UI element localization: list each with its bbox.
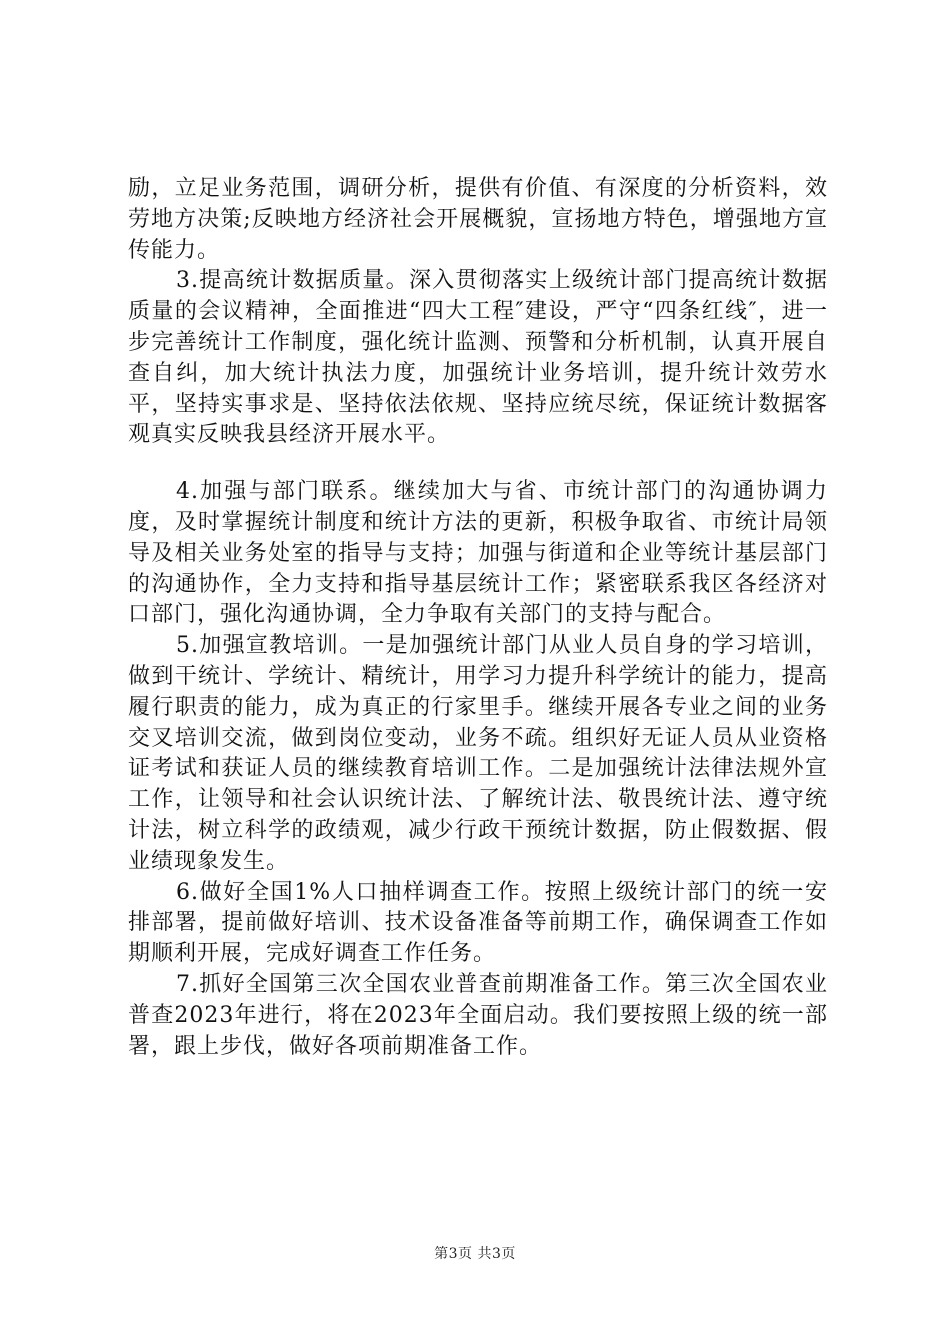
paragraph-gap — [128, 451, 828, 477]
paragraph-item-3: 3.提高统计数据质量。深入贯彻落实上级统计部门提高统计数据质量的会议精神，全面推进“四大工程″建设，严守“四条红线″，进一步完善统计工作制度，强化统计监测、预警和分析机制，认真开展自查自纠，加大统计执法力度，加强统计业务培训，提升统计效劳水平，坚持实事求是、坚持依法依规、坚持应统尽统，保证统计数据客观真实反映我县经济开展水平。 — [128, 268, 828, 448]
paragraph-continuation: 励，立足业务范围，调研分析，提供有价值、有深度的分析资料，效劳地方决策;反映地方经济社会开展概貌，宣扬地方特色，增强地方宣传能力。 — [128, 176, 828, 263]
paragraph-item-5: 5.加强宣教培训。一是加强统计部门从业人员自身的学习培训，做到干统计、学统计、精统计，用学习力提升科学统计的能力，提高履行职责的能力，成为真正的行家里手。继续开展各专业之间的业务交叉培训交流，做到岗位变动，业务不疏。组织好无证人员从业资格证考试和获证人员的继续教育培训工作。二是加强统计法律法规外宣工作，让领导和社会认识统计法、了解统计法、敬畏统计法、遵守统计法，树立科学的政绩观，减少行政干预统计数据，防止假数据、假业绩现象发生。 — [128, 633, 828, 874]
paragraph-item-6: 6.做好全国1%人口抽样调查工作。按照上级统计部门的统一安排部署，提前做好培训、技术设备准备等前期工作，确保调查工作如期顺利开展，完成好调查工作任务。 — [128, 879, 828, 967]
document-body — [128, 174, 828, 1062]
page-footer: 第3页 共3页 — [434, 1246, 516, 1262]
paragraph-item-4: 4.加强与部门联系。继续加大与省、市统计部门的沟通协调力度，及时掌握统计制度和统计方法的更新，积极争取省、市统计局领导及相关业务处室的指导与支持；加强与街道和企业等统计基层部门的沟通协作，全力支持和指导基层统计工作；紧密联系我区各经济对口部门，强化沟通协调，全力争取有关部门的支持与配合。 — [128, 479, 828, 628]
paragraph-item-7: 7.抓好全国第三次全国农业普查前期准备工作。第三次全国农业普查2023年进行，将在2023年全面启动。我们要按照上级的统一部署，跟上步伐，做好各项前期准备工作。 — [128, 971, 828, 1059]
